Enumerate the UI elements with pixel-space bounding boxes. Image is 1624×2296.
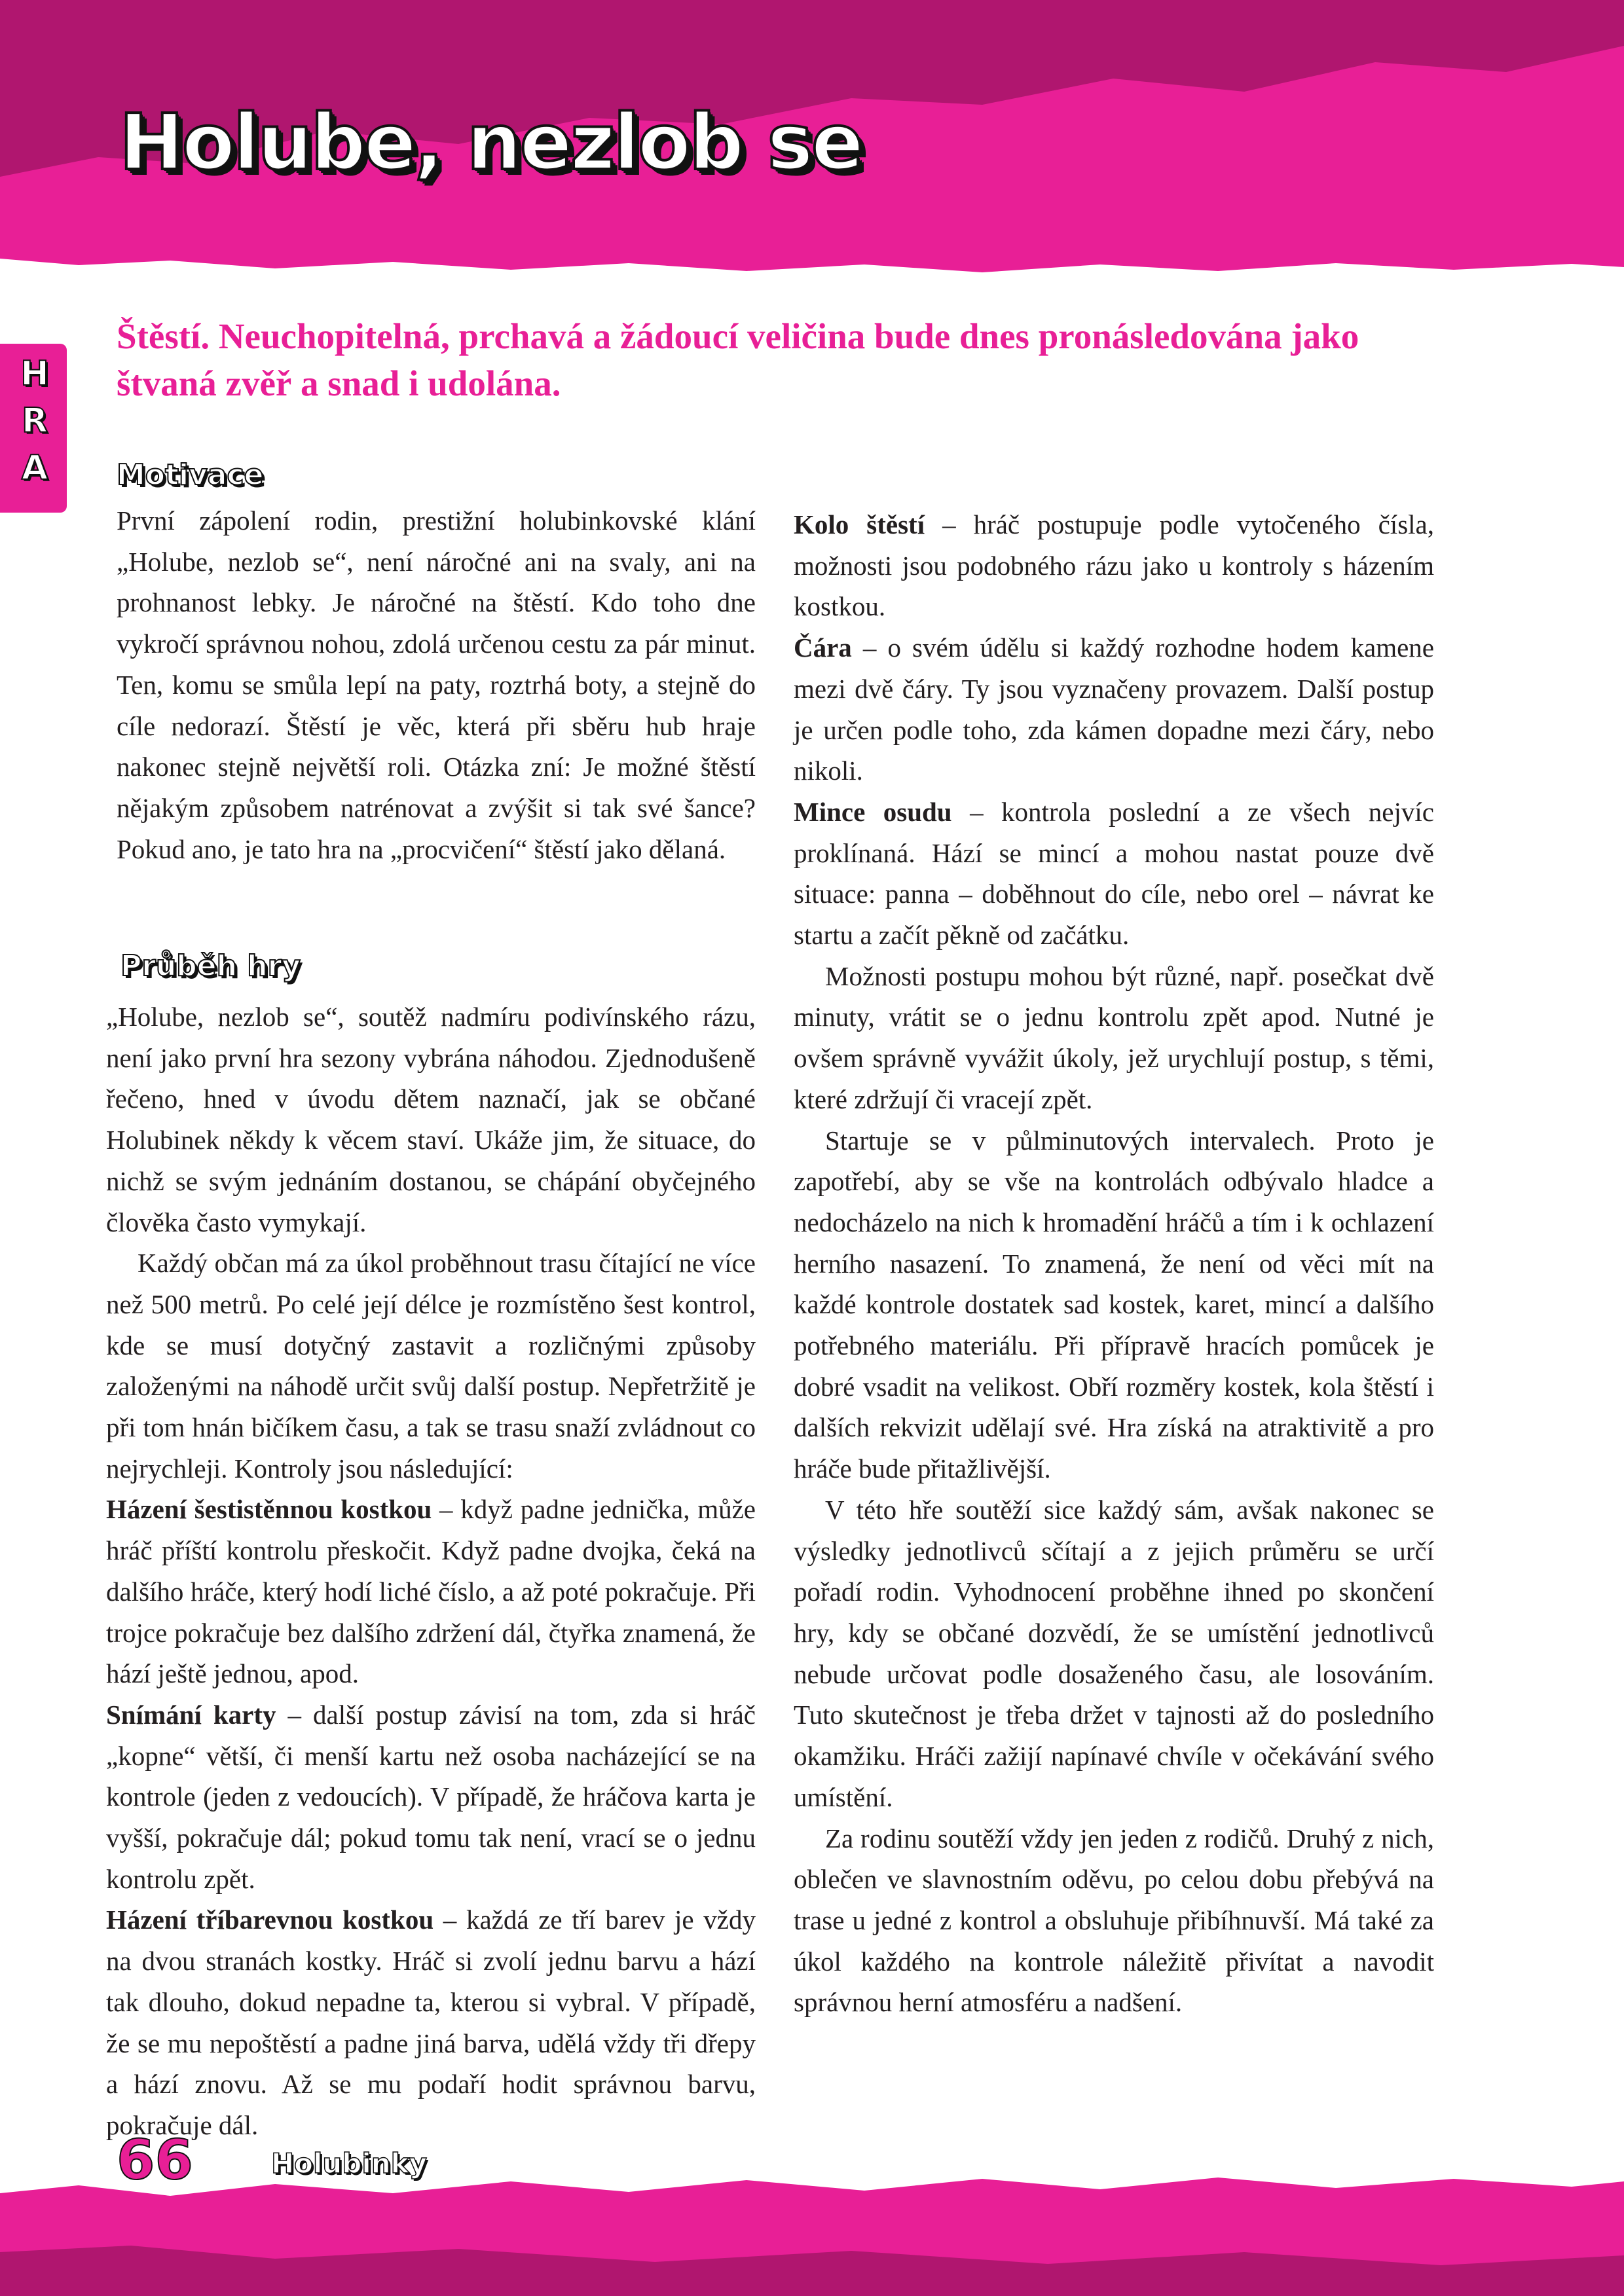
page-number: 66 <box>117 2128 193 2192</box>
control-text: – další postup závisí na tom, zda si hráč „kopne“ větší, či menší kartu než osoba nacházející se na kontrole (jeden z vedoucích). V případě, že hráčova karta je vyšší, pokračuje dál; pokud tomu tak není, vrací se o jednu kontrolu zpět. <box>106 1699 756 1894</box>
control-title: Kolo štěstí <box>794 509 925 539</box>
prubeh-body-continued <box>794 504 1434 2023</box>
control-title: Snímání karty <box>106 1699 276 1730</box>
control-item <box>106 1694 756 1900</box>
magazine-name: Holubinky <box>271 2147 427 2179</box>
control-text: – každá ze tří barev je vždy na dvou stranách kostky. Hráč si zvolí jednu barvu a hází tak dlouho, dokud nepadne ta, kterou si vybral. V případě, že se mu nepoštěstí a padne jiná barva, udělá vždy tři dřepy a hází znovu. Až se mu podaří hodit správnou barvu, pokračuje dál. <box>106 1904 756 2140</box>
section-tab-letter: A <box>21 448 48 488</box>
motivace-body <box>117 500 756 869</box>
paragraph: První zápolení rodin, prestižní holubinkovské klání „Holube, nezlob se“, není náročné ani na svaly, ani na prohnanost lebky. Je náročné na štěstí. Kdo toho dne vykročí správnou nohou, zdolá určenou cestu za pár minut. Ten, komu se smůla lepí na paty, roztrhá boty, a stejně do cíle nedorazí. Štěstí je věc, která při sběru hub hraje nakonec stejně největší roli. Otázka zní: Je možné štěstí nějakým způsobem natrénovat a zvýšit si tak své šance? Pokud ano, je tato hra na „procvičení“ štěstí jako dělaná. <box>117 505 756 864</box>
paragraph: Možnosti postupu mohou být různé, např. posečkat dvě minuty, vrátit se o jednu kontrolu zpět apod. Nutné je ovšem správně vyvážit úkoly, jež urychlují postup, s těmi, které zdržují či vracejí zpět. <box>794 960 1434 1114</box>
section-tab-letter: R <box>21 401 48 441</box>
section-tab <box>0 344 67 513</box>
control-item <box>106 1899 756 2145</box>
control-title: Čára <box>794 632 852 663</box>
paragraph: „Holube, nezlob se“, soutěž nadmíru podivínského rázu, není jako první hra sezony vybrána náhodou. Zjednodušeně řečeno, hned v úvodu dětem naznačí, jak se občané Holubinek někdy k věcem staví. Ukáže jim, že situace, do nichž se svým jednáním dostanou, se chápání obyčejného člověka často vymykají. <box>106 1002 756 1237</box>
control-item <box>794 792 1434 956</box>
control-title: Házení tříbarevnou kostkou <box>106 1904 434 1935</box>
footer-banner <box>0 2174 1624 2296</box>
control-text: – když padne jednička, může hráč příští kontrolu přeskočit. Když padne dvojka, čeká na dalšího hráče, který hodí liché číslo, a až poté pokračuje. Při trojce pokračuje bez dalšího zdržení dál, čtyřka znamená, že hází ještě jednou, apod. <box>106 1494 756 1689</box>
control-item <box>794 627 1434 792</box>
control-title: Házení šestistěnnou kostkou <box>106 1494 432 1525</box>
control-text: – kontrola poslední a ze všech nejvíc proklínaná. Hází se mincí a mohou nastat pouze dvě situace: panna – doběhnout do cíle, nebo orel – návrat ke startu a začít pěkně od začátku. <box>794 796 1434 951</box>
lead-paragraph: Štěstí. Neuchopitelná, prchavá a žádoucí veličina bude dnes pronásledována jako štvaná zvěř a snad i udolána. <box>117 316 1359 403</box>
paragraph: V této hře soutěží sice každý sám, avšak nakonec se výsledky jednotlivců sčítají a z jejich průměru se určí pořadí rodin. Vyhodnocení proběhne ihned po skončení hry, kdy se občané dozvědí, že se umístění jednotlivců nebude určovat podle dosaženého času, ale losováním. Tuto skutečnost je třeba držet v tajnosti až do posledního okamžiku. Hráči zažijí napínavé chvíle v očekávání svého umístění. <box>794 1494 1434 1812</box>
control-text: – o svém údělu si každý rozhodne hodem kamene mezi dvě čáry. Ty jsou vyznačeny provazem. Další postup je určen podle toho, zda kámen dopadne mezi čáry, nebo nikoli. <box>794 632 1434 786</box>
section-heading-motivace: Motivace <box>117 458 264 492</box>
control-item <box>794 504 1434 627</box>
control-title: Mince osudu <box>794 796 952 827</box>
section-tab-letter: H <box>20 354 49 393</box>
control-text: – hráč postupuje podle vytočeného čísla, možnosti jsou podobného rázu jako u kontroly s házením kostkou. <box>794 509 1434 622</box>
paragraph: Za rodinu soutěží vždy jen jeden z rodičů. Druhý z nich, oblečen ve slavnostním oděvu, po celou dobu přebývá na trase u jedné z kontrol a obsluhuje přibíhnuvší. Má také za úkol každého na kontrole náležitě přivítat a navodit správnou herní atmosféru a nadšení. <box>794 1823 1434 2018</box>
paragraph: Startuje se v půlminutových intervalech. Proto je zapotřebí, aby se vše na kontrolách odbývalo hladce a nedocházelo na nich k hromadění hráčů a tím i k ochlazení herního nasazení. To znamená, že není od věci mít na každé kontrole dostatek sad kostek, karet, mincí a dalšího potřebného materiálu. Při přípravě hracích pomůcek je dobré vsadit na velikost. Obří rozměry kostek, kola štěstí i dalších rekvizit udělají své. Hra získá na atraktivitě a pro hráče bude přitažlivější. <box>794 1125 1434 1484</box>
control-item <box>106 1489 756 1694</box>
section-heading-prubeh: Průběh hry <box>120 949 301 983</box>
paragraph: Každý občan má za úkol proběhnout trasu čítající ne více než 500 metrů. Po celé její délce je rozmístěno šest kontrol, kde se musí dotyčný zastavit a rozličnými způsoby založenými na náhodě určit svůj další postup. Nepřetržitě je při tom hnán bičíkem času, a tak se trasu snaží zvládnout co nejrychleji. Kontroly jsou následující: <box>106 1248 756 1484</box>
prubeh-body <box>106 996 756 2146</box>
page-title: Holube, nezlob se <box>119 97 862 187</box>
